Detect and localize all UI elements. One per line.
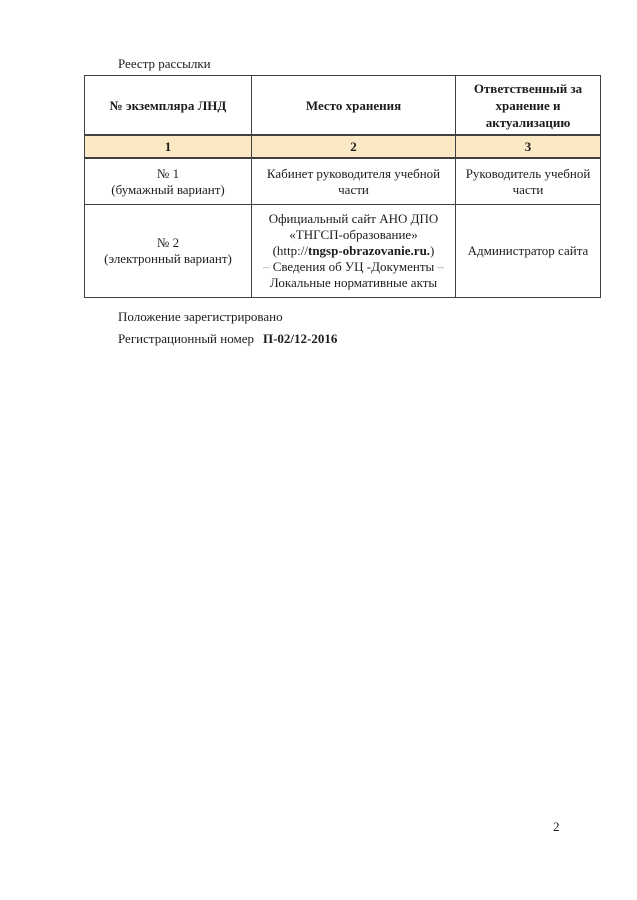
text-run: (http:// [272, 243, 308, 258]
text-run: № 2 [156, 235, 180, 250]
table-row [85, 205, 601, 298]
table-caption: Реестр рассылки [118, 56, 211, 71]
text-run: Руководитель учебной [465, 165, 591, 181]
column-index-cell: 1 [85, 135, 252, 158]
text-run: части [512, 181, 544, 197]
cell-line [257, 259, 450, 275]
cell-line [90, 251, 246, 267]
cell-line: хранение и [495, 97, 561, 113]
cell-line [257, 243, 450, 259]
column-header [252, 76, 456, 136]
cell-line: актуализацию [485, 114, 571, 130]
column-index-cell: 2 [252, 135, 456, 158]
column-header [456, 76, 601, 136]
cell-line [257, 227, 450, 243]
table-row [85, 158, 601, 205]
table-cell [252, 158, 456, 205]
table-cell [85, 158, 252, 205]
table-cell [456, 158, 601, 205]
dash-run: – [262, 259, 273, 274]
registration-status-line: Положение зарегистрировано [118, 309, 283, 324]
text-run: Кабинет руководителя учебной [266, 165, 441, 181]
cell-line [257, 182, 450, 198]
text-run: (бумажный вариант) [111, 181, 225, 197]
index-row [85, 135, 601, 158]
page-number: 2 [553, 819, 560, 834]
cell-line [90, 166, 246, 182]
table-cell [252, 205, 456, 298]
registration-number-value: П-02/12-2016 [262, 330, 338, 346]
cell-line [257, 166, 450, 182]
text-run: Локальные нормативные акты [269, 275, 438, 290]
table-body [85, 135, 601, 298]
text-run: № 1 [156, 165, 180, 181]
cell-line [461, 182, 595, 198]
text-run: Официальный сайт АНО ДПО [268, 211, 439, 226]
cell-line: Место хранения [305, 97, 402, 113]
column-header [85, 76, 252, 136]
cell-line [90, 182, 246, 198]
text-run: (электронный вариант) [104, 251, 232, 266]
cell-line [461, 166, 595, 182]
cell-line [461, 243, 595, 259]
text-run: Сведения об УЦ -Документы [272, 259, 435, 274]
column-index-cell: 3 [456, 135, 601, 158]
dash-run: – [434, 259, 445, 274]
distribution-register-table [84, 75, 601, 298]
cell-line: Ответственный за [473, 80, 583, 96]
text-run: ) [430, 243, 435, 258]
cell-line [257, 211, 450, 227]
bold-run: tngsp-obrazovanie.ru. [307, 243, 431, 258]
cell-line [257, 275, 450, 291]
registration-number-label: Регистрационный номер [118, 330, 254, 346]
registration-number-line [118, 328, 337, 350]
text-run: «ТНГСП-образование» [289, 227, 418, 242]
cell-line: № экземпляра ЛНД [109, 97, 227, 113]
table-cell [85, 205, 252, 298]
table-cell [456, 205, 601, 298]
text-run: Администратор сайта [467, 243, 589, 258]
text-run: части [338, 181, 369, 197]
cell-line [90, 235, 246, 251]
registration-block [118, 306, 337, 349]
table-header-row [85, 76, 601, 136]
table-head [85, 76, 601, 136]
